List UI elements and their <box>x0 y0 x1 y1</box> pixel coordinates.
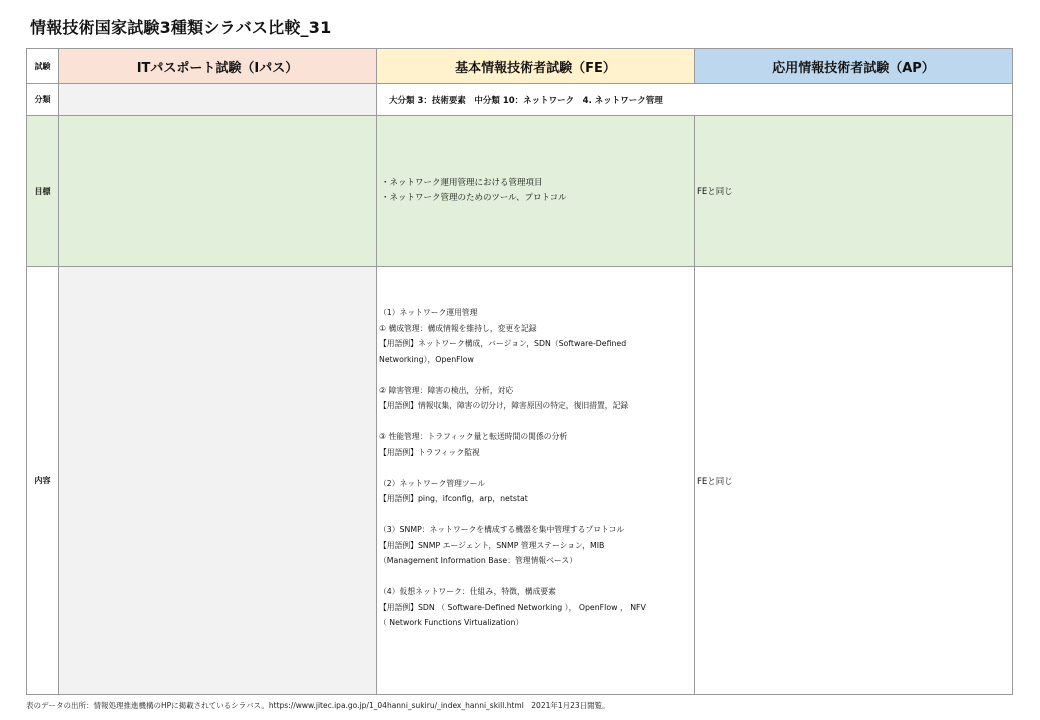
ip-content-cell <box>59 267 377 695</box>
classification-text: 大分類 3：技術要素 中分類 10：ネットワーク 4. ネットワーク管理 <box>377 84 1013 116</box>
header-ap: 応用情報技術者試験（AP） <box>695 49 1013 84</box>
fe-goal-line: ・ネットワーク運用管理における管理項目 <box>381 178 543 188</box>
ip-classification-cell <box>59 84 377 116</box>
line-gap <box>379 367 694 383</box>
ip-goal-cell <box>59 116 377 267</box>
fe-content-line: ③ 性能管理：トラフィック量と転送時間の関係の分析 <box>379 432 568 441</box>
source-footnote: 表のデータの出所：情報処理推進機構のHPに掲載されているシラバス。https://www.jitec.ipa.go.jp/1_04hanni_sukiru/_index_hanni_skill.html 2021年1月23日閲覧。 <box>26 701 610 710</box>
row-label-exam: 試験 <box>27 49 59 84</box>
row-label-classification: 分類 <box>27 84 59 116</box>
line-gap <box>379 460 694 476</box>
content-row <box>27 267 1013 695</box>
fe-content-line: （ Network Functions Virtualization） <box>379 618 524 627</box>
fe-goal-cell <box>377 116 695 267</box>
fe-content-line: 【用語例】ネットワーク構成，バージョン，SDN（Software-Defined <box>379 339 627 348</box>
fe-content-line: （4）仮想ネットワーク：仕組み，特徴，構成要素 <box>379 587 556 596</box>
classification-row <box>27 84 1013 116</box>
row-label-goal: 目標 <box>27 116 59 267</box>
fe-content-line: ② 障害管理：障害の検出，分析，対応 <box>379 385 514 395</box>
fe-content-line: （1）ネットワーク運用管理 <box>379 308 478 317</box>
fe-content-line: （2）ネットワーク管理ツール <box>379 478 486 488</box>
fe-content-line: ① 構成管理：構成情報を維持し，変更を記録 <box>379 323 537 333</box>
fe-content-line: 【用語例】情報収集，障害の切分け，障害原因の特定，復旧措置，記録 <box>379 401 629 410</box>
fe-goal-line: ・ネットワーク管理のためのツール、プロトコル <box>381 193 567 203</box>
ap-content-cell: FEと同じ <box>695 267 1013 695</box>
header-ip: ITパスポート試験（Iパス） <box>59 49 377 84</box>
syllabus-comparison-table <box>26 48 1013 695</box>
line-gap <box>379 507 694 523</box>
page-title: 情報技術国家試験3種類シラバス比較_31 <box>30 18 332 37</box>
fe-content-line: 【用語例】SNMP エージェント，SNMP 管理ステーション，MIB <box>379 540 605 550</box>
line-gap <box>379 414 694 430</box>
ap-goal-cell: FEと同じ <box>695 116 1013 267</box>
fe-content-line: 【用語例】SDN （ Software-Defined Networking ）， OpenFlow ， NFV <box>379 602 646 612</box>
fe-content-line: Networking），OpenFlow <box>379 354 474 364</box>
row-label-content: 内容 <box>27 267 59 695</box>
header-fe: 基本情報技術者試験（FE） <box>377 49 695 84</box>
header-row <box>27 49 1013 84</box>
fe-content-cell <box>377 267 695 695</box>
line-gap <box>379 569 694 585</box>
fe-content-line: 【用語例】トラフィック監視 <box>379 447 480 457</box>
fe-content-line: 【用語例】ping，ifconfig，arp，netstat <box>379 494 528 503</box>
fe-content-line: （Management Information Base：管理情報ベース） <box>379 556 578 565</box>
goal-row <box>27 116 1013 267</box>
fe-content-line: （3）SNMP：ネットワークを構成する機器を集中管理するプロトコル <box>379 525 625 534</box>
